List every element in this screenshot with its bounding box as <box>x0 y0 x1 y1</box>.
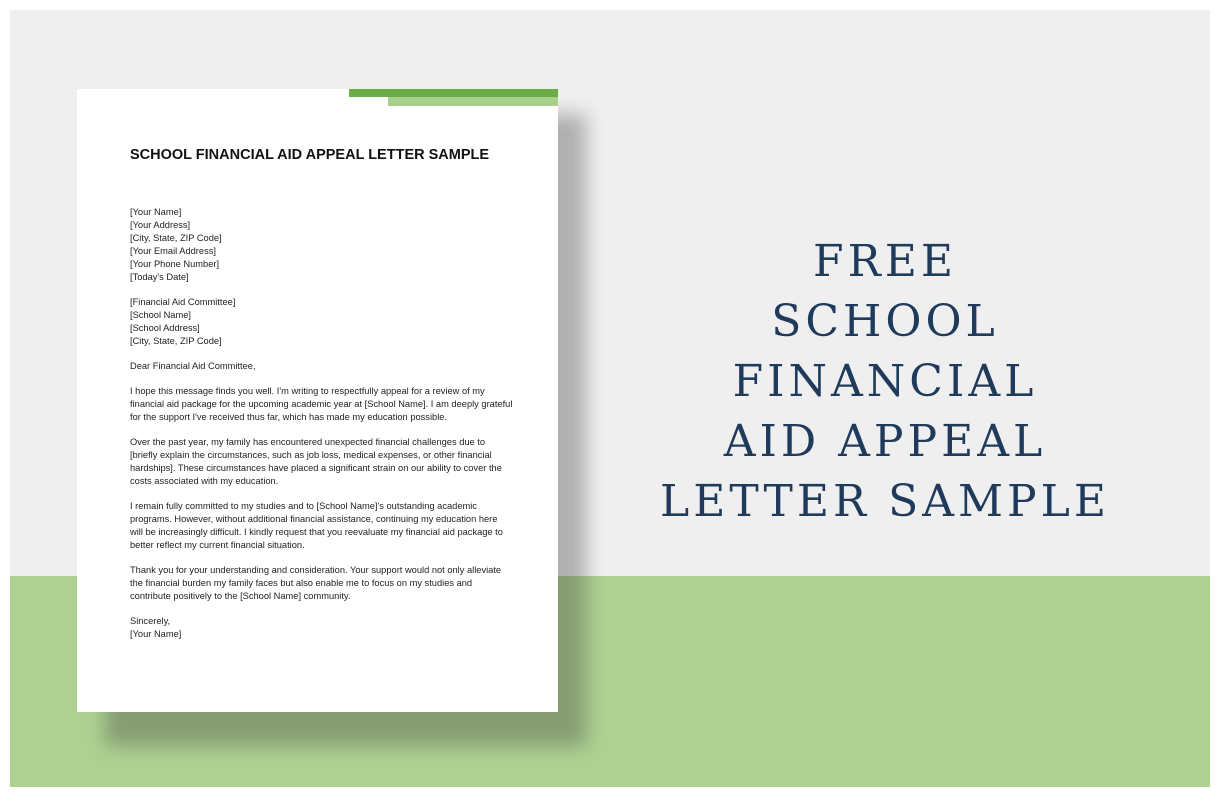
paragraph-line: I hope this message finds you well. I'm writing to respectfully appeal for a review of my <box>130 386 485 396</box>
paragraph <box>130 564 512 603</box>
sender-line: [Your Email Address] <box>130 246 216 256</box>
recipient-line: [Financial Aid Committee] <box>130 297 236 307</box>
signature-name: [Your Name] <box>130 629 182 639</box>
paragraph-line: the financial burden my family faces but also enable me to focus on my studies and <box>130 578 473 588</box>
letter-body <box>130 206 512 641</box>
sender-line: [Your Name] <box>130 207 182 217</box>
paragraph <box>130 436 512 488</box>
paragraph-line: contribute positively to the [School Name] community. <box>130 591 351 601</box>
salutation: Dear Financial Aid Committee, <box>130 361 256 371</box>
paragraph-line: Thank you for your understanding and consideration. Your support would not only alleviate <box>130 565 502 575</box>
paragraph <box>130 385 512 424</box>
recipient-line: [City, State, ZIP Code] <box>130 336 222 346</box>
letter-page <box>77 89 558 712</box>
sender-line: [City, State, ZIP Code] <box>130 233 222 243</box>
paragraph-line: costs associated with my education. <box>130 476 279 486</box>
hero-line: FREE <box>813 236 957 287</box>
sender-line: [Today's Date] <box>130 272 189 282</box>
recipient-line: [School Name] <box>130 310 191 320</box>
closing: Sincerely, <box>130 616 171 626</box>
paragraph-line: Over the past year, my family has encountered unexpected financial challenges due to <box>130 437 486 447</box>
paragraph-line: better reflect my current financial situation. <box>130 540 305 550</box>
preview-panel <box>10 10 1210 787</box>
accent-bar-light <box>388 97 558 106</box>
paragraph-line: [briefly explain the circumstances, such as job loss, medical expenses, or other financial <box>130 450 492 460</box>
hero-heading <box>650 232 1120 532</box>
recipient-line: [School Address] <box>130 323 200 333</box>
paragraph-line: financial aid package for the upcoming academic year at [School Name]. I am deeply grateful <box>130 399 513 409</box>
paragraph-line: for the support I've received thus far, which has made my education possible. <box>130 412 448 422</box>
letter-title: SCHOOL FINANCIAL AID APPEAL LETTER SAMPLE <box>130 147 490 163</box>
paragraph-line: programs. However, without additional financial assistance, continuing my education here <box>130 514 498 524</box>
sender-block <box>130 206 512 284</box>
accent-bar-dark <box>349 89 558 97</box>
hero-line: FINANCIAL <box>732 356 1038 407</box>
hero-line: LETTER SAMPLE <box>660 476 1110 527</box>
sender-line: [Your Phone Number] <box>130 259 220 269</box>
paragraph-line: will be increasingly difficult. I kindly request that you reevaluate my financial aid package to <box>130 527 503 537</box>
hero-line: SCHOOL <box>771 296 999 347</box>
recipient-block <box>130 296 512 348</box>
paragraph-line: I remain fully committed to my studies and to [School Name]'s outstanding academic <box>130 501 477 511</box>
hero-line: AID APPEAL <box>723 416 1047 467</box>
sender-line: [Your Address] <box>130 220 191 230</box>
paragraph <box>130 500 512 552</box>
paragraph-line: hardships]. These circumstances have placed a significant strain on our ability to cover the <box>130 463 502 473</box>
